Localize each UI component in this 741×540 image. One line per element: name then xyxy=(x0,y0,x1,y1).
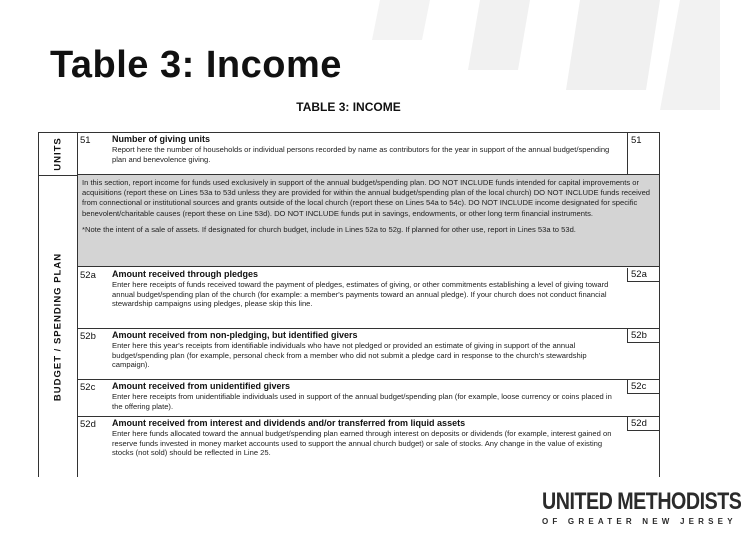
line-number-right: 51 xyxy=(627,133,659,174)
line-number: 51 xyxy=(80,135,91,146)
income-table-document xyxy=(37,96,660,476)
note-paragraph: In this section, report income for funds used exclusively in support of the annual budget/spending plan. DO NOT INCLUDE funds intended for capital improvements or acquisitions (report these on Lines 53a to 53d unless they are provided for within the annual budget/spending plan of the local church) DO NOT INCLUDE funds received from connectional or institutional sources and grants outside of the local church (report these on Lines 54a to 54c). DO NOT INCLUDE income designated for specific benevolent/charitable causes (report these on Line 53d). DO NOT INCLUDE funds put in savings, endowments, or other long term financial instruments. xyxy=(82,178,651,218)
table-title: TABLE 3: INCOME xyxy=(296,100,401,114)
row-description: Report here the number of households or individual persons recorded by name as contributors for the year in support of the annual budget/spending plan and benevolence giving. xyxy=(112,145,610,164)
united-methodists-logo xyxy=(542,488,741,526)
row-description: Enter here receipts from unidentifiable individuals used in support of the annual budget/spending plan (for example, loose currency or coins placed in the offering plate). xyxy=(112,392,612,411)
row-heading: Number of giving units xyxy=(112,134,210,144)
line-number-right: 52d xyxy=(627,417,659,431)
line-number: 52a xyxy=(80,270,96,281)
logo-subtitle: OF GREATER NEW JERSEY xyxy=(542,517,737,526)
logo-wordmark: UNITED METHODISTS xyxy=(542,488,741,515)
row-heading: Amount received through pledges xyxy=(112,269,259,279)
line-number: 52c xyxy=(80,382,96,393)
income-form xyxy=(38,132,660,477)
row-heading: Amount received from interest and dividends and/or transferred from liquid assets xyxy=(112,418,466,428)
table-row-51 xyxy=(78,133,659,175)
line-number-right: 52c xyxy=(627,380,659,394)
table-row-52b xyxy=(78,329,659,380)
slide-title: Table 3: Income xyxy=(50,44,342,86)
table-row-52d xyxy=(78,417,659,477)
row-description: Enter here funds allocated toward the annual budget/spending plan earned through interest on deposits or dividends (for example, interest gained on reserve funds invested in money market accounts used to support the annual church budget) or sale of stocks. Any change in the value of existing stocks (not sold) should be reflected in Line 25. xyxy=(112,429,612,458)
row-heading: Amount received from unidentified givers xyxy=(112,381,291,391)
instructions-note xyxy=(78,175,659,267)
line-number-right: 52a xyxy=(627,268,659,282)
table-row-52a xyxy=(78,268,659,329)
row-description: Enter here this year's receipts from identifiable individuals who have not pledged or provided an estimate of giving in support of the annual budget/spending plan (for example, personal check from a member who did not submit a pledge card in response to the church's stewardship campaign). xyxy=(112,341,587,370)
side-section-units xyxy=(39,133,78,176)
row-heading: Amount received from non-pledging, but identified givers xyxy=(112,330,358,340)
side-label-units: UNITS xyxy=(52,137,64,171)
line-number: 52d xyxy=(80,419,96,430)
line-number-right: 52b xyxy=(627,329,659,343)
note-paragraph: *Note the intent of a sale of assets. If designated for church budget, include in Lines 52a to 52g. If planned for other use, report in Lines 53a to 53d. xyxy=(82,224,576,234)
side-label-budget: BUDGET / SPENDING PLAN xyxy=(52,252,64,401)
line-number: 52b xyxy=(80,331,96,342)
table-row-52c xyxy=(78,380,659,417)
side-section-budget xyxy=(39,176,78,477)
row-description: Enter here receipts of funds received toward the payment of pledges, estimates of giving, or other commitments establishing a level of giving toward annual budget/spending plan of the church (for example: a member's payments toward an annual pledge). If your church does not conduct financial stewardship campaigns using pledges, please skip this line. xyxy=(112,280,609,309)
